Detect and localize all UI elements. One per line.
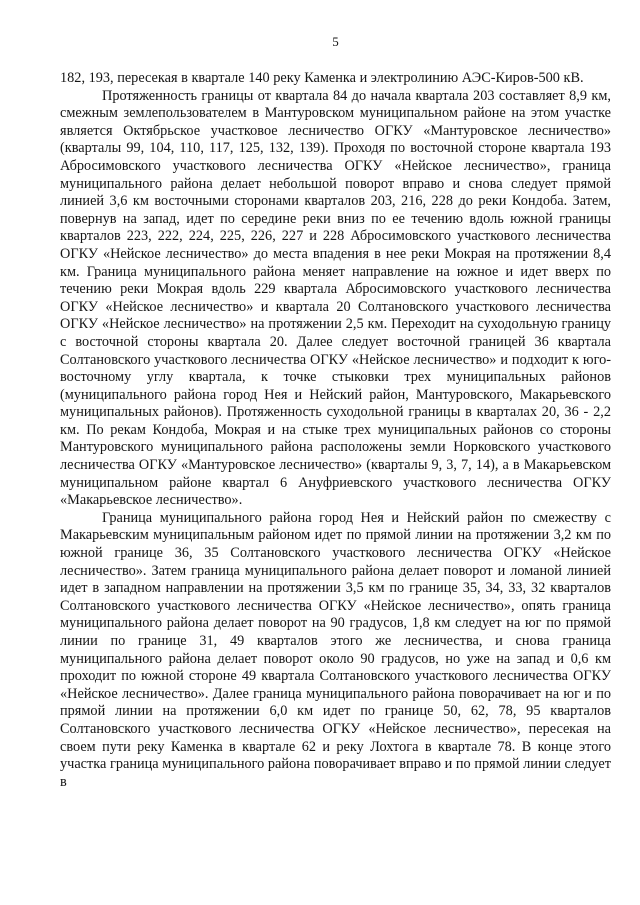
- paragraph-boundary-description: Протяженность границы от квартала 84 до начала квартала 203 составляет 8,9 км, смежным землепользователем в Мантуровском муниципальном районе на этом участке является Октябрьское участковое лесничество ОГКУ «Мантуровское лесничество» (кварталы 99, 104, 110, 117, 125, 132, 139). Проходя по восточной стороне квартала 193 Абросимовского участкового лесничества ОГКУ «Нейское лесничество», граница муниципального района делает небольшой поворот вправо и снова следует прямой линией 3,6 км восточными сторонами кварталов 203, 216, 228 до реки Кондоба. Затем, повернув на запад, идет по середине реки вниз по ее течению вдоль южной границы кварталов 223, 222, 224, 225, 226, 227 и 228 Абросимовского участкового лесничества ОГКУ «Нейское лесничество» до места впадения в нее реки Мокрая на протяжении 8,4 км. Граница муниципального района меняет направление на южное и идет вверх по течению реки Мокрая вдоль 229 квартала Абросимовского участкового лесничества ОГКУ «Нейское лесничество» и квартала 20 Солтановского участкового лесничества ОГКУ «Нейское лесничество» на протяжении 2,5 км. Переходит на суходольную границу с восточной стороны квартала 20. Далее следует восточной границей 36 квартала Солтановского участкового лесничества ОГКУ «Нейское лесничество» и подходит к юго-восточному углу квартала, к точке стыковки трех муниципальных районов (муниципального района город Нея и Нейский район, Мантуровского, Макарьевского муниципальных районов). Протяженность суходольной границы в кварталах 20, 36 - 2,2 км. По рекам Кондоба, Мокрая и на стыке трех муниципальных районов со стороны Мантуровского муниципального района расположены земли Норковского участкового лесничества ОГКУ «Мантуровское лесничество» (кварталы 9, 3, 7, 14), а в Макарьевском муниципальном районе квартал 6 Ануфриевского участкового лесничества ОГКУ «Макарьевское лесничество».: [60, 87, 611, 509]
- paragraph-continuation: 182, 193, пересекая в квартале 140 реку Каменка и электролинию АЭС-Киров-500 кВ.: [60, 70, 584, 86]
- paragraph-makaryev-boundary: Граница муниципального района город Нея и Нейский район по смежеству с Макарьевским муниципальным районом идет по прямой линии на протяжении 3,2 км по южной границе 36, 35 Солтановского участкового лесничества ОГКУ «Нейское лесничество». Затем граница муниципального района делает поворот и ломаной линией идет в западном направлении на протяжении 3,5 км по границе 35, 34, 33, 32 кварталов Солтановского участкового лесничества ОГКУ «Нейское лесничество», опять граница муниципального района делает поворот на 90 градусов, 1,8 км следует на юг по прямой линии по границе 31, 49 кварталов этого же лесничества, и снова граница муниципального района делает поворот около 90 градусов, но уже на запад и 0,6 км проходит по южной стороне 49 квартала Солтановского участкового лесничества ОГКУ «Нейское лесничество». Далее граница муниципального района поворачивает на юг и по прямой линии на протяжении 6,0 км идет по границе 50, 62, 78, 95 кварталов Солтановского участкового лесничества ОГКУ «Нейское лесничество», пересекая на своем пути реку Каменка в квартале 62 и реку Лохтога в квартале 78. В конце этого участка граница муниципального района поворачивает вправо и по прямой линии следует в: [60, 509, 611, 790]
- page-number: 5: [332, 34, 339, 49]
- document-page: [60, 34, 611, 791]
